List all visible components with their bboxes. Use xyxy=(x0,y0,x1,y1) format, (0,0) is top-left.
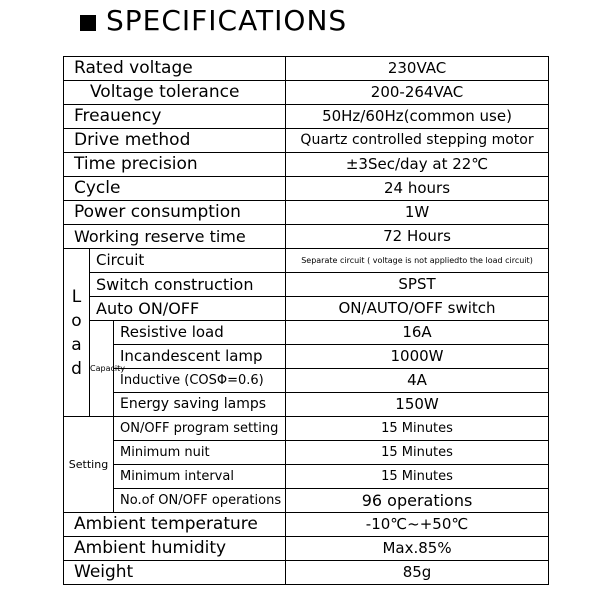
spec-label: ON/OFF program setting xyxy=(114,417,286,441)
specifications-table xyxy=(63,56,549,585)
spec-row-operations xyxy=(64,489,549,513)
spec-row-cycle xyxy=(64,177,549,201)
spec-label: Freauency xyxy=(64,105,286,129)
spec-label: Auto ON/OFF xyxy=(90,297,286,321)
spec-value: 150W xyxy=(286,393,549,417)
spec-row-minimum-interval xyxy=(64,465,549,489)
spec-value: 24 hours xyxy=(286,177,549,201)
spec-row-incandescent-lamp xyxy=(64,345,549,369)
spec-label: Power consumption xyxy=(64,201,286,225)
spec-row-inductive xyxy=(64,369,549,393)
spec-value: -10℃~+50℃ xyxy=(286,513,549,537)
spec-label: Rated voltage xyxy=(64,57,286,81)
spec-value: 16A xyxy=(286,321,549,345)
spec-value: 200-264VAC xyxy=(286,81,549,105)
spec-value: Max.85% xyxy=(286,537,549,561)
load-letter: o xyxy=(71,310,82,331)
capacity-group-label: Capacity xyxy=(90,321,114,417)
spec-label: Switch construction xyxy=(90,273,286,297)
setting-group-label: Setting xyxy=(64,417,114,513)
spec-row-power-consumption xyxy=(64,201,549,225)
spec-row-time-precision xyxy=(64,153,549,177)
spec-value: 15 Minutes xyxy=(286,441,549,465)
page-title: SPECIFICATIONS xyxy=(106,4,348,37)
spec-label: Minimum nuit xyxy=(114,441,286,465)
spec-value: 50Hz/60Hz(common use) xyxy=(286,105,549,129)
spec-label: Cycle xyxy=(64,177,286,201)
load-letter: L xyxy=(71,286,82,307)
spec-value: 85g xyxy=(286,561,549,585)
spec-value: 1W xyxy=(286,201,549,225)
spec-row-switch-construction xyxy=(64,273,549,297)
spec-value: 72 Hours xyxy=(286,225,549,249)
spec-label: Inductive (COSΦ=0.6) xyxy=(114,369,286,393)
spec-value: 15 Minutes xyxy=(286,465,549,489)
spec-value: 4A xyxy=(286,369,549,393)
spec-label: Energy saving lamps xyxy=(114,393,286,417)
spec-label: Voltage tolerance xyxy=(64,81,286,105)
spec-label: Minimum interval xyxy=(114,465,286,489)
spec-value: Quartz controlled stepping motor xyxy=(286,129,549,153)
spec-value: 1000W xyxy=(286,345,549,369)
spec-row-drive-method xyxy=(64,129,549,153)
spec-value: Separate circuit ( voltage is not appliedto the load circuit) xyxy=(286,249,549,273)
spec-label: No.of ON/OFF operations xyxy=(114,489,286,513)
spec-row-rated-voltage xyxy=(64,57,549,81)
spec-label: Drive method xyxy=(64,129,286,153)
spec-value: ON/AUTO/OFF switch xyxy=(286,297,549,321)
spec-label: Ambient temperature xyxy=(64,513,286,537)
spec-label: Incandescent lamp xyxy=(114,345,286,369)
spec-row-program-setting xyxy=(64,417,549,441)
load-group-label xyxy=(64,249,90,417)
spec-row-minimum-unit xyxy=(64,441,549,465)
spec-value: 96 operations xyxy=(286,489,549,513)
spec-row-ambient-humidity xyxy=(64,537,549,561)
spec-row-frequency xyxy=(64,105,549,129)
spec-row-working-reserve-time xyxy=(64,225,549,249)
spec-value: 15 Minutes xyxy=(286,417,549,441)
spec-row-circuit xyxy=(64,249,549,273)
spec-label: Circuit xyxy=(90,249,286,273)
spec-label: Resistive load xyxy=(114,321,286,345)
spec-label: Working reserve time xyxy=(64,225,286,249)
spec-row-ambient-temperature xyxy=(64,513,549,537)
spec-label: Ambient humidity xyxy=(64,537,286,561)
spec-value: ±3Sec/day at 22℃ xyxy=(286,153,549,177)
spec-label: Time precision xyxy=(64,153,286,177)
heading xyxy=(80,4,347,37)
spec-value: 230VAC xyxy=(286,57,549,81)
spec-row-energy-saving-lamps xyxy=(64,393,549,417)
spec-label: Weight xyxy=(64,561,286,585)
heading-square-bullet xyxy=(80,15,96,31)
spec-value: SPST xyxy=(286,273,549,297)
spec-row-weight xyxy=(64,561,549,585)
load-letter: d xyxy=(71,358,82,379)
spec-row-resistive-load xyxy=(64,321,549,345)
load-letter: a xyxy=(71,334,82,355)
spec-row-auto-onoff xyxy=(64,297,549,321)
spec-row-voltage-tolerance xyxy=(64,81,549,105)
